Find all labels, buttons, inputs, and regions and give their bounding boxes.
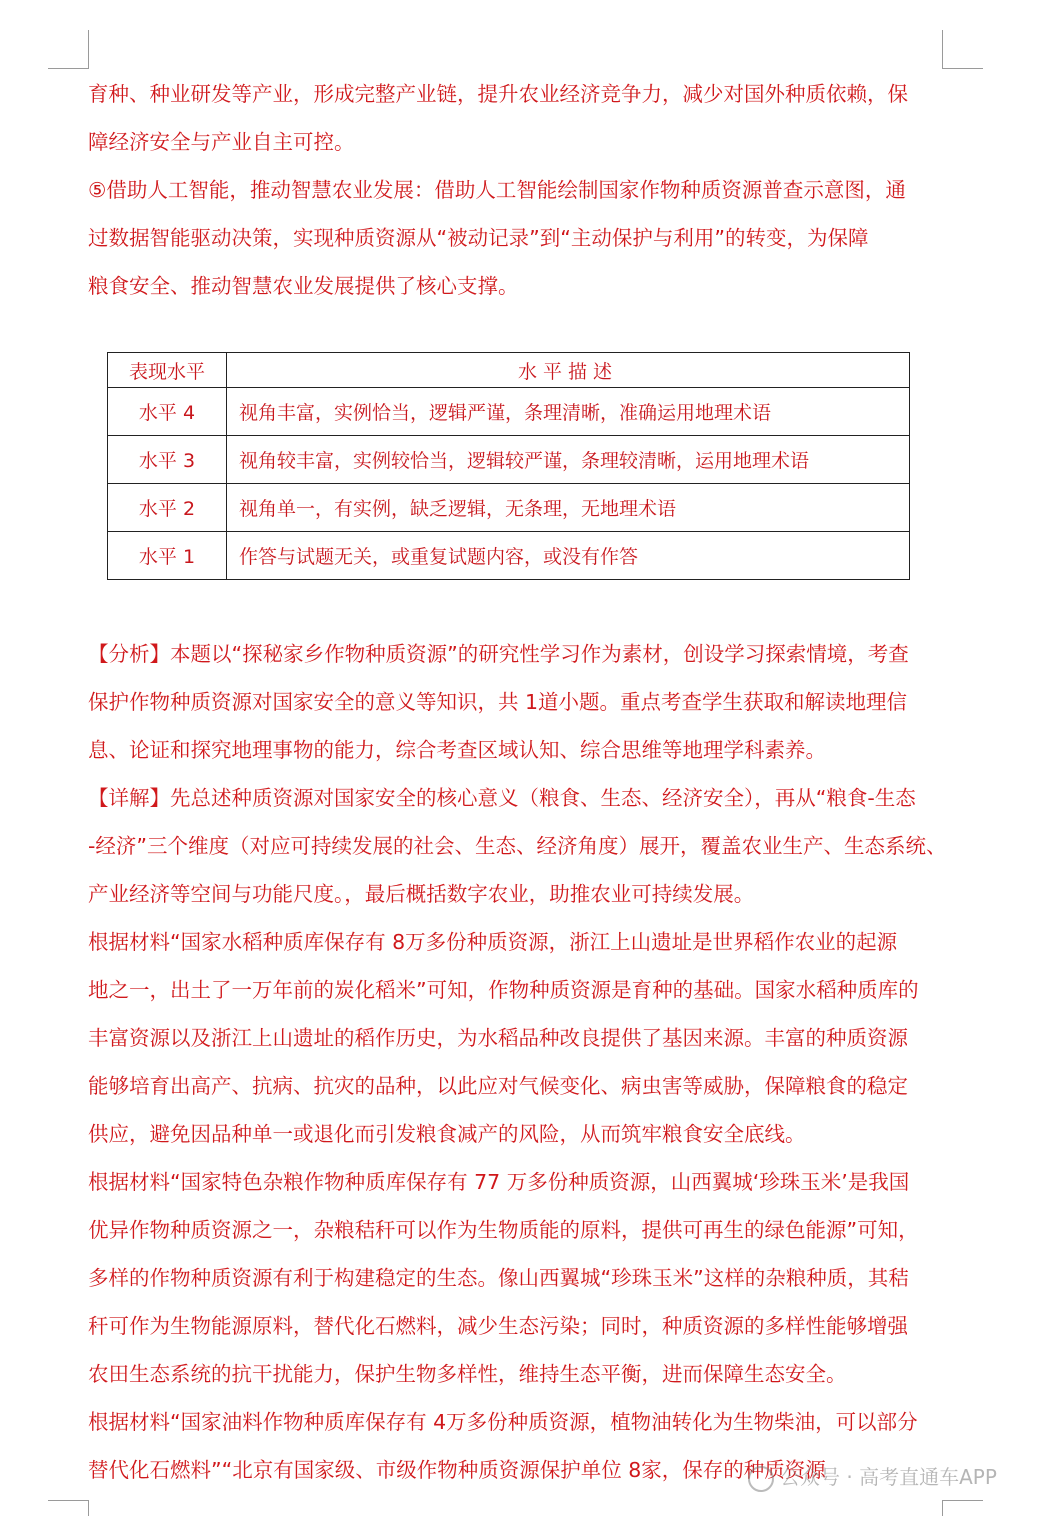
text-line: 根据材料“国家油料作物种质库保存有 4万多份种质资源，植物油转化为生物柴油，可以部分 [88, 1410, 918, 1434]
text-line: 优异作物种质资源之一，杂粮秸秆可以作为生物质能的原料，提供可再生的绿色能源”可知， [88, 1218, 919, 1242]
text-line: 根据材料“国家水稻种质库保存有 8万多份种质资源，浙江上山遗址是世界稻作农业的起源 [88, 930, 898, 954]
text-line: 多样的作物种质资源有利于构建稳定的生态。像山西翼城“珍珠玉米”这样的杂粮种质，其秸 [88, 1266, 909, 1290]
level-cell: 水平 4 [108, 388, 227, 436]
level-cell: 水平 3 [108, 436, 227, 484]
text-line: 保护作物种质资源对国家安全的意义等知识，共 1道小题。重点考查学生获取和解读地理信 [88, 690, 908, 714]
header-description: 水平描述 [227, 353, 910, 388]
text-line: -经济”三个维度（对应可持续发展的社会、生态、经济角度）展开，覆盖农业生产、生态系统、 [88, 834, 947, 858]
crop-mark-bottom-right [942, 1500, 983, 1516]
text-line: ⑤借助人工智能，推动智慧农业发展：借助人工智能绘制国家作物种质资源普查示意图，通 [88, 178, 906, 202]
text-line: 农田生态系统的抗干扰能力，保护生物多样性，维持生态平衡，进而保障生态安全。 [88, 1362, 847, 1386]
top-paragraph [88, 70, 944, 310]
analysis-section [88, 630, 958, 1494]
crop-mark-top-right [942, 30, 983, 69]
text-line: 【详解】先总述种质资源对国家安全的核心意义（粮食、生态、经济安全），再从“粮食-生态 [88, 786, 916, 810]
text-line: 育种、种业研发等产业，形成完整产业链，提升农业经济竞争力，减少对国外种质依赖，保 [88, 82, 908, 106]
description-cell: 视角较丰富，实例较恰当，逻辑较严谨，条理较清晰，运用地理术语 [227, 436, 910, 484]
watermark-text: 公众号 · 高考直通车APP [780, 1465, 997, 1489]
watermark [748, 1460, 1038, 1494]
text-line: 【分析】本题以“探秘家乡作物种质资源”的研究性学习作为素材，创设学习探索情境，考查 [88, 642, 909, 666]
rubric-table [107, 352, 910, 580]
text-line: 能够培育出高产、抗病、抗灾的品种，以此应对气候变化、病虫害等威胁，保障粮食的稳定 [88, 1074, 908, 1098]
rubric-header-row [108, 353, 910, 388]
text-line: 产业经济等空间与功能尺度。，最后概括数字农业，助推农业可持续发展。 [88, 882, 755, 906]
text-line: 地之一，出土了一万年前的炭化稻米”可知，作物种质资源是育种的基础。国家水稻种质库的 [88, 978, 919, 1002]
level-cell: 水平 2 [108, 484, 227, 532]
text-line: 秆可作为生物能源原料，替代化石燃料，减少生态污染；同时，种质资源的多样性能够增强 [88, 1314, 908, 1338]
level-cell: 水平 1 [108, 532, 227, 580]
description-cell: 视角丰富，实例恰当，逻辑严谨，条理清晰，准确运用地理术语 [227, 388, 910, 436]
text-line: 根据材料“国家特色杂粮作物种质库保存有 77 万多份种质资源，山西翼城‘珍珠玉米’是我国 [88, 1170, 910, 1194]
crop-mark-top-left [48, 30, 89, 69]
text-line: 替代化石燃料”“北京有国家级、市级作物种质资源保护单位 8家，保存的种质资源 [88, 1458, 826, 1482]
wechat-icon [748, 1466, 774, 1492]
header-level: 表现水平 [108, 353, 227, 388]
description-cell: 视角单一，有实例，缺乏逻辑，无条理，无地理术语 [227, 484, 910, 532]
table-row [108, 436, 910, 484]
table-row [108, 532, 910, 580]
table-row [108, 388, 910, 436]
text-line: 丰富资源以及浙江上山遗址的稻作历史，为水稻品种改良提供了基因来源。丰富的种质资源 [88, 1026, 908, 1050]
table-row [108, 484, 910, 532]
text-line: 粮食安全、推动智慧农业发展提供了核心支撑。 [88, 274, 519, 298]
text-line: 过数据智能驱动决策，实现种质资源从“被动记录”到“主动保护与利用”的转变，为保障 [88, 226, 869, 250]
text-line: 障经济安全与产业自主可控。 [88, 130, 355, 154]
text-line: 供应，避免因品种单一或退化而引发粮食减产的风险，从而筑牢粮食安全底线。 [88, 1122, 806, 1146]
description-cell: 作答与试题无关，或重复试题内容，或没有作答 [227, 532, 910, 580]
crop-mark-bottom-left [48, 1500, 89, 1516]
text-line: 息、论证和探究地理事物的能力，综合考查区域认知、综合思维等地理学科素养。 [88, 738, 826, 762]
